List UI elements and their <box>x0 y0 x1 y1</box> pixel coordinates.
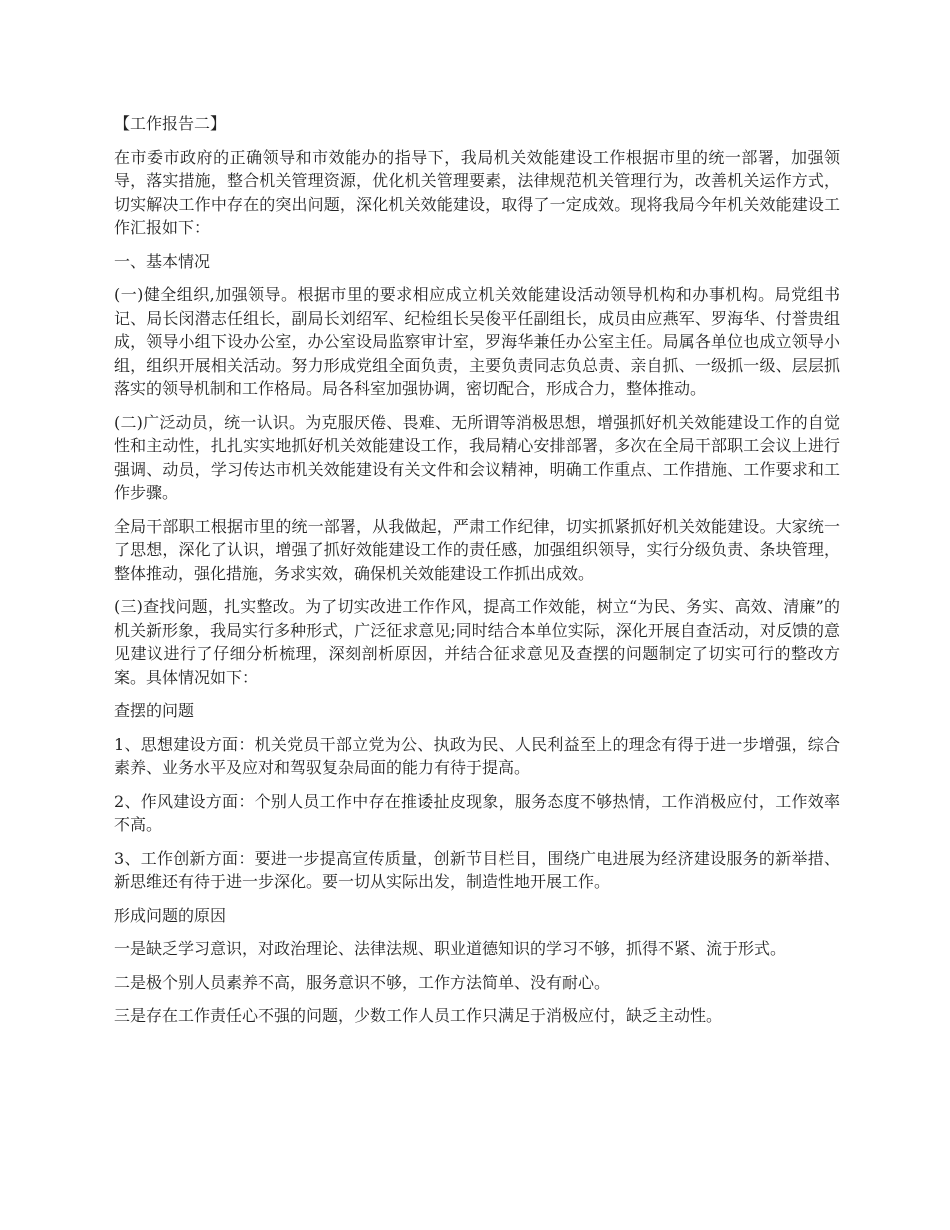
list-item-cause-one: 一是缺乏学习意识，对政治理论、法律法规、职业道德知识的学习不够，抓得不紧、流于形式。 <box>114 939 787 958</box>
paragraph-mobilization: (二)广泛动员，统一认识。为克服厌倦、畏难、无所谓等消极思想，增强抓好机关效能建设工作的自觉性和主动性，扎扎实实地抓好机关效能建设工作，我局精心安排部署，多次在全局干部职工会议上进行强调、动员，学习传达市机关效能建设有关文件和会议精神，明确工作重点、工作措施、工作要求和工作步骤。 <box>114 412 840 502</box>
paragraph-find-problems: (三)查找问题，扎实整改。为了切实改进工作作风，提高工作效能，树立“为民、务实、高效、清廉”的机关新形象，我局实行多种形式，广泛征求意见;同时结合本单位实际，深化开展自查活动，对反馈的意见建议进行了仔细分析梳理，深刻剖析原因，并结合征求意见及查摆的问题制定了切实可行的整改方案。具体情况如下： <box>114 597 840 687</box>
paragraph-intro: 在市委市政府的正确领导和市效能办的指导下，我局机关效能建设工作根据市里的统一部署，加强领导，落实措施，整合机关管理资源，优化机关管理要素，法律规范机关管理行为，改善机关运作方式，切实解决工作中存在的突出问题，深化机关效能建设，取得了一定成效。现将我局今年机关效能建设工作汇报如下： <box>114 147 840 237</box>
list-item-work-style: 2、作风建设方面：个别人员工作中存在推诿扯皮现象，服务态度不够热情，工作消极应付，工作效率不高。 <box>114 791 840 834</box>
document-title: 【工作报告二】 <box>114 114 227 133</box>
list-item-cause-three: 三是存在工作责任心不强的问题，少数工作人员工作只满足于消极应付，缺乏主动性。 <box>114 1006 723 1025</box>
subheading-problems-found: 查摆的问题 <box>114 701 195 720</box>
list-item-innovation: 3、工作创新方面：要进一步提高宣传质量，创新节目栏目，围绕广电进展为经济建设服务的新举措、新思维还有待于进一步深化。要一切从实际出发，制造性地开展工作。 <box>114 848 840 891</box>
section-heading-basic-situation: 一、基本情况 <box>114 251 211 271</box>
list-item-cause-two: 二是极个别人员素养不高，服务意识不够，工作方法简单、没有耐心。 <box>114 972 611 992</box>
paragraph-organization: (一)健全组织,加强领导。根据市里的要求相应成立机关效能建设活动领导机构和办事机构。局党组书记、局长闵潜志任组长，副局长刘绍军、纪检组长吴俊平任副组长，成员由应燕军、罗海华、付誉贵组成，领导小组下设办公室，办公室设局监察审计室，罗海华兼任办公室主任。局属各单位也成立领导小组，组织开展相关活动。努力形成党组全面负责，主要负责同志负总责、亲自抓、一级抓一级、层层抓落实的领导机制和工作格局。局各科室加强协调，密切配合，形成合力，整体推动。 <box>114 285 840 398</box>
paragraph-staff-deployment: 全局干部职工根据市里的统一部署，从我做起，严肃工作纪律，切实抓紧抓好机关效能建设。大家统一了思想，深化了认识，增强了抓好效能建设工作的责任感，加强组织领导，实行分级负责、条块管理，整体推动，强化措施，务求实效，确保机关效能建设工作抓出成效。 <box>114 516 840 583</box>
subheading-causes: 形成问题的原因 <box>114 905 227 925</box>
list-item-ideology: 1、思想建设方面：机关党员干部立党为公、执政为民、人民利益至上的理念有得于进一步增强，综合素养、业务水平及应对和驾驭复杂局面的能力有待于提高。 <box>114 734 840 777</box>
